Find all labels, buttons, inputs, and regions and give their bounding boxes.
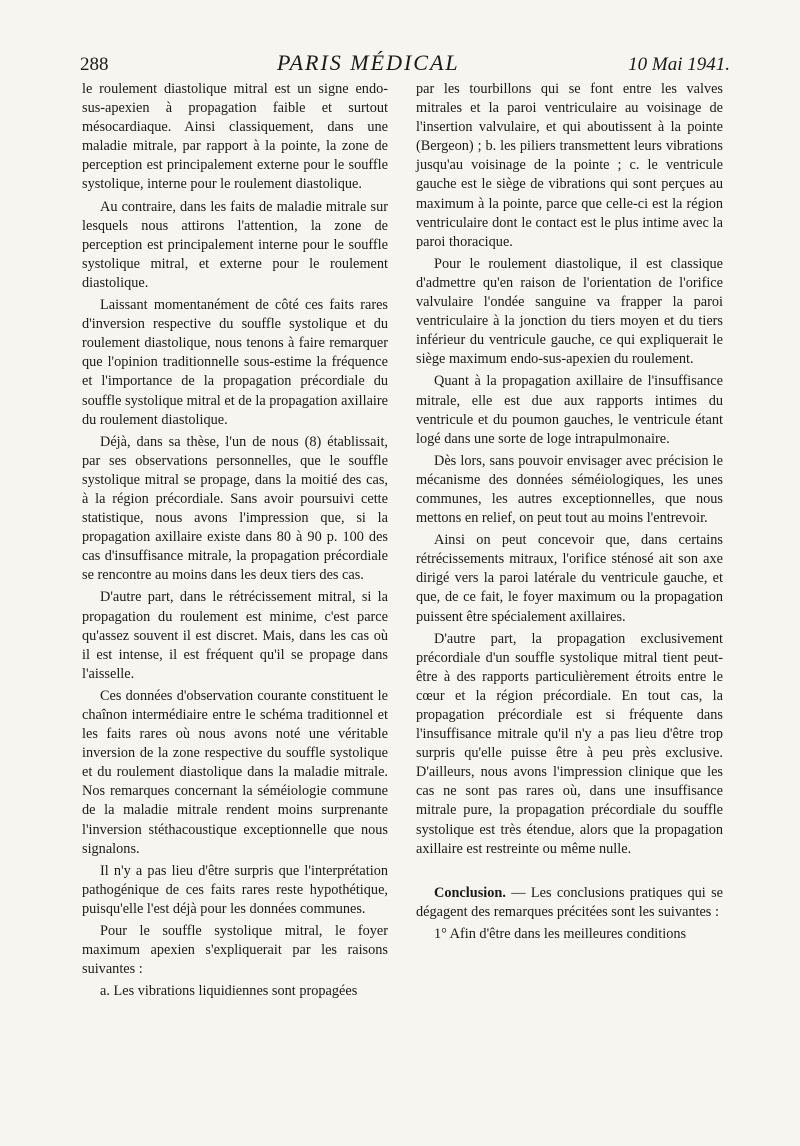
paragraph: a. Les vibrations liquidiennes sont propagées [100, 983, 358, 1000]
conclusion-paragraph [416, 884, 723, 922]
page-header [80, 50, 730, 80]
conclusion-text: — Les conclusions pratiques qui se dégagent des remarques précitées sont les suivantes : [416, 884, 723, 920]
issue-date: 10 Mai 1941. [628, 54, 730, 75]
paragraph: Pour le souffle systolique mitral, le foyer maximum apexien s'expliquerait par les raisons suivantes : [82, 923, 388, 978]
left-column [82, 80, 388, 1004]
paragraph: Déjà, dans sa thèse, l'un de nous (8) établissait, par ses observations personnelles, que le souffle systolique mitral se propage, dans la moitié des cas, à la région précordiale. Sans avoir poursuivi cette statistique, nous avons l'impression que, si la propagation axillaire existe dans 80 à 90 p. 100 des cas d'insuffisance mitrale, la propagation précordiale se rencontre au moins dans les deux tiers des cas. [82, 433, 388, 584]
paragraph: D'autre part, la propagation exclusivement précordiale d'un souffle systolique mitral tient peut-être à des rapports particulièrement étroits entre le cœur et la région précordiale. En tout cas, la propagation précordiale est si fréquente dans l'insuffisance mitrale qu'il n'y a pas lieu d'être trop surpris qu'elle puisse être à peu près exclusive. D'ailleurs, nous avons l'impression clinique que les cas ne sont pas rares où, dans une insuffisance mitrale pure, la propagation précordiale du souffle systolique est très étendue, alors que la propagation axillaire est restreinte ou même nulle. [416, 630, 723, 857]
conclusion-item: 1° Afin d'être dans les meilleures conditions [434, 925, 687, 942]
paragraph: Ainsi on peut concevoir que, dans certains rétrécissements mitraux, l'orifice sténosé ait son axe dirigé vers la paroi latérale du ventricule gauche, et que, de ce fait, le foyer maximum ou la propagation puissent être spécialement axillaires. [416, 532, 723, 625]
paragraph: Quant à la propagation axillaire de l'insuffisance mitrale, elle est due aux rapports intimes du ventricule et du poumon gauches, le ventricule étant logé dans une sorte de loge intrapulmonaire. [416, 373, 723, 447]
right-column [416, 80, 723, 947]
paragraph: Laissant momentanément de côté ces faits rares d'inversion respective du souffle systolique et du roulement diastolique, nous tenons à faire remarquer que l'opinion traditionnelle sous-estime la fréquence et l'importance de la propagation précordiale du souffle systolique mitral et de la propagation axillaire du roulement diastolique. [82, 297, 388, 428]
paragraph: Pour le roulement diastolique, il est classique d'admettre qu'en raison de l'orientation de l'orifice valvulaire l'ondée sanguine va frapper la paroi ventriculaire à la jonction du tiers moyen et du tiers inférieur du ventricule gauche, ce qui expliquerait le siège maximum endo-sus-apexien du roulement. [416, 255, 723, 368]
paragraph: Au contraire, dans les faits de maladie mitrale sur lesquels nous attirons l'attention, la zone de perception est principalement interne pour le souffle systolique mitral, et externe pour le roulement diastolique. [82, 198, 388, 291]
conclusion-heading: Conclusion. [434, 884, 506, 901]
paragraph: par les tourbillons qui se font entre les valves mitrales et la paroi ventriculaire au voisinage de l'insertion valvulaire, et qui aboutissent à la pointe (Bergeon) ; b. les piliers transmettent leurs vibrations jusqu'au voisinage de la pointe ; c. le ventricule gauche est le siège de vibrations qui sont perçues au maximum à la pointe, parce que celle-ci est la région ventriculaire dont le contact est le plus intime avec la paroi thoracique. [416, 81, 723, 250]
paragraph: Dès lors, sans pouvoir envisager avec précision le mécanisme des données séméiologiques, les unes communes, les autres exceptionnelles, que nous mettons en relief, on peut tout au moins l'entrevoir. [416, 452, 723, 527]
paragraph: D'autre part, dans le rétrécissement mitral, si la propagation du roulement est minime, c'est parce qu'assez souvent il est discret. Mais, dans les cas où il est intense, il est fréquent qu'il se propage dans l'aisselle. [82, 589, 388, 682]
paragraph: le roulement diastolique mitral est un signe endo-sus-apexien à propagation faible et surtout mésocardiaque. Ainsi classiquement, dans une maladie mitrale, par rapport à la pointe, la zone de perception est principalement externe pour le souffle systolique, interne pour le roulement diastolique. [82, 81, 388, 193]
journal-title: PARIS MÉDICAL [277, 50, 460, 75]
page-number: 288 [80, 54, 109, 75]
paragraph: Ces données d'observation courante constituent le chaînon intermédiaire entre le schéma traditionnel et les faits rares où nous avons noté une véritable inversion de la zone respective du souffle systolique et du roulement diastolique dans la maladie mitrale. Nos remarques concernant la séméiologie commune de la maladie mitrale rendent moins surprenante l'inversion stéthacoustique exceptionnelle que nous signalons. [82, 687, 388, 857]
paragraph: Il n'y a pas lieu d'être surpris que l'interprétation pathogénique de ces faits rares reste hypothétique, puisqu'elle l'est déjà pour les données communes. [82, 862, 388, 917]
